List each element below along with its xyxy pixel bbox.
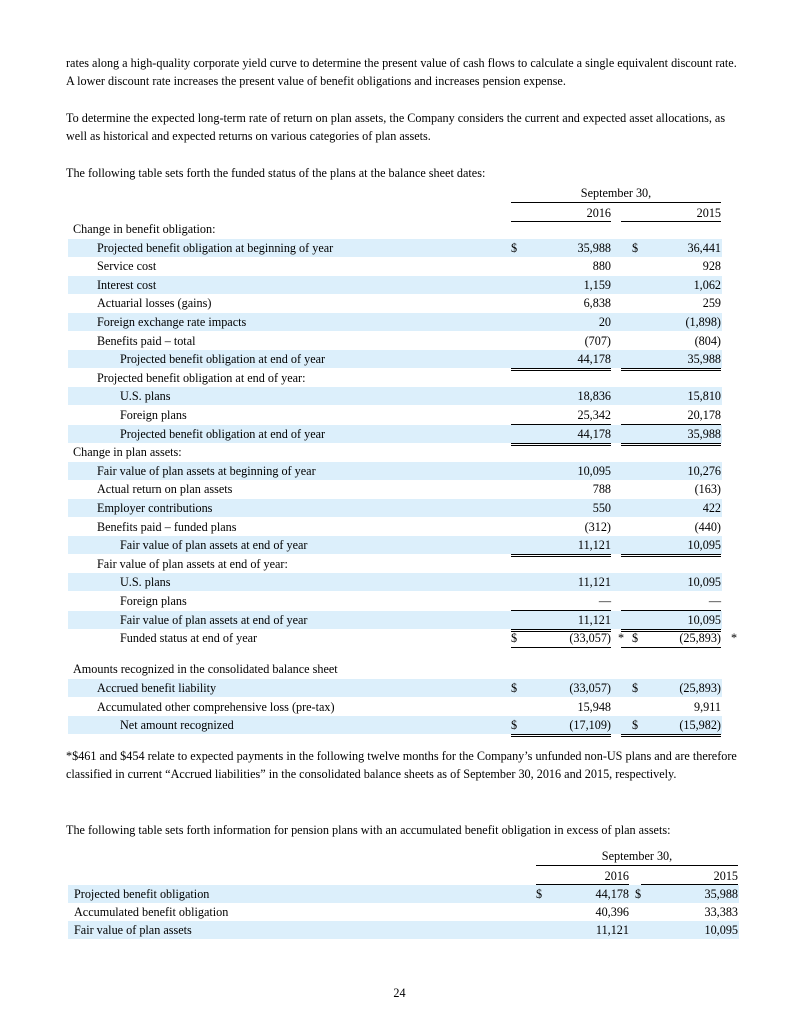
footnote-marker: * — [618, 631, 625, 645]
table-row — [68, 257, 722, 275]
value-2016: 20 — [598, 315, 611, 329]
value-2015: 36,441 — [687, 241, 721, 255]
value-2015: (25,893) — [679, 681, 721, 695]
value-2016: 44,178 — [511, 350, 611, 371]
value-2016: 15,948 — [511, 698, 611, 717]
value-2016: 11,121 — [511, 536, 611, 557]
table-intro-paragraph: The following table sets forth the funded status of the plans at the balance sheet dates: — [66, 166, 486, 180]
row-label: Foreign plans — [120, 408, 187, 422]
value-2015: 15,810 — [687, 389, 721, 403]
value-2015: 35,988 — [621, 425, 721, 446]
value-2016: 1,159 — [583, 278, 611, 292]
value-2016: — — [511, 592, 611, 611]
value-2015: 33,383 — [704, 905, 738, 919]
value-2016: (312) — [511, 518, 611, 537]
value-2015: 259 — [702, 296, 721, 310]
value-2016: 11,121 — [577, 575, 611, 589]
table-row — [68, 387, 722, 405]
table-row — [68, 660, 722, 678]
row-label: Projected benefit obligation at end of year — [120, 427, 326, 441]
table-row — [68, 499, 722, 517]
dollar-sign: $ — [632, 718, 639, 732]
footnote-paragraph: *$461 and $454 relate to expected payments in the following twelve months for the Company’s unfunded non-US plans and are therefore classified in current “Accrued liabilities” in the consolidated balance sheets as of September 30, 2016 and 2015, respectively. — [66, 749, 737, 781]
value-2016: 10,095 — [577, 464, 611, 478]
row-label: Fair value of plan assets at beginning of year — [97, 464, 316, 478]
value-2015: (25,893) — [621, 629, 721, 648]
column-header-2015: 2015 — [696, 206, 721, 220]
abo-column-header-2015: 2015 — [713, 869, 738, 883]
value-2016: (33,057) — [511, 629, 611, 648]
table-row — [68, 276, 722, 294]
table-row — [68, 573, 722, 591]
table-row — [68, 592, 722, 610]
value-2015: (804) — [621, 332, 721, 351]
intro-paragraph: rates along a high-quality corporate yield curve to determine the present value of cash flows to calculate a single equivalent discount rate. A lower discount rate increases the present value of benefit obligations and increases pension expense. — [66, 56, 737, 88]
value-2015: 10,095 — [687, 575, 721, 589]
row-label: Actual return on plan assets — [97, 482, 233, 496]
dollar-sign: $ — [635, 887, 642, 901]
value-2016: 35,988 — [577, 241, 611, 255]
value-2015: 10,095 — [704, 923, 738, 937]
table-row — [68, 369, 722, 387]
row-label: Fair value of plan assets at end of year — [120, 613, 308, 627]
value-2015: 10,095 — [621, 611, 721, 632]
abo-header-rule — [536, 865, 738, 866]
dollar-sign: $ — [511, 718, 518, 732]
abo-period-header: September 30, — [601, 849, 673, 863]
row-label: Change in benefit obligation: — [73, 222, 216, 236]
row-label: Projected benefit obligation at end of year: — [97, 371, 306, 385]
table-row — [68, 425, 722, 443]
value-2016: 44,178 — [595, 887, 629, 901]
column-header-2016: 2016 — [586, 206, 611, 220]
dollar-sign: $ — [511, 681, 518, 695]
row-label: Projected benefit obligation at end of year — [120, 352, 326, 366]
row-label: Change in plan assets: — [73, 445, 182, 459]
value-2015: 10,095 — [621, 536, 721, 557]
value-2015: 35,988 — [704, 887, 738, 901]
row-label: Funded status at end of year — [120, 631, 258, 645]
footnote-marker: * — [731, 631, 738, 645]
table-row — [68, 313, 722, 331]
value-2015: 20,178 — [621, 406, 721, 425]
dollar-sign: $ — [632, 631, 639, 645]
table-row — [68, 536, 722, 554]
table-row — [68, 294, 722, 312]
row-label: Accrued benefit liability — [97, 681, 217, 695]
table-row — [68, 555, 722, 573]
value-2015: (1,898) — [685, 315, 721, 329]
table-row — [68, 350, 722, 368]
value-2016: 44,178 — [511, 425, 611, 446]
value-2016: 40,396 — [595, 905, 629, 919]
table-row — [68, 716, 722, 734]
dollar-sign: $ — [632, 241, 639, 255]
table-row — [68, 629, 738, 647]
value-2015: (163) — [694, 482, 721, 496]
value-2016: 11,121 — [595, 923, 629, 937]
row-label: Accumulated benefit obligation — [74, 905, 229, 919]
row-label: Amounts recognized in the consolidated balance sheet — [73, 662, 338, 676]
row-label: U.S. plans — [120, 575, 171, 589]
row-label: Projected benefit obligation — [74, 887, 210, 901]
value-2016: 11,121 — [511, 611, 611, 632]
row-label: Projected benefit obligation at beginning of year — [97, 241, 334, 255]
value-2015: 10,276 — [687, 464, 721, 478]
table-row — [68, 239, 722, 257]
value-2016: 18,836 — [577, 389, 611, 403]
row-label: Fair value of plan assets at end of year: — [97, 557, 288, 571]
dollar-sign: $ — [536, 887, 543, 901]
row-label: Foreign exchange rate impacts — [97, 315, 247, 329]
value-2015: 928 — [702, 259, 721, 273]
value-2016: (33,057) — [569, 681, 611, 695]
period-header: September 30, — [580, 186, 652, 200]
value-2016: 25,342 — [511, 406, 611, 425]
table-row — [68, 679, 722, 697]
table-row — [68, 611, 722, 629]
page-number: 24 — [393, 986, 406, 1000]
value-2015: — — [621, 592, 721, 611]
value-2016: 880 — [592, 259, 611, 273]
table-row — [68, 518, 722, 536]
table-row — [68, 903, 739, 921]
value-2016: (17,109) — [511, 716, 611, 737]
value-2015: (15,982) — [621, 716, 721, 737]
dollar-sign: $ — [511, 241, 518, 255]
table2-intro-paragraph: The following table sets forth information for pension plans with an accumulated benefit obligation in excess of plan assets: — [66, 823, 671, 837]
row-label: Foreign plans — [120, 594, 187, 608]
row-label: Net amount recognized — [120, 718, 234, 732]
table-row — [68, 885, 739, 903]
value-2015: 9,911 — [621, 698, 721, 717]
dollar-sign: $ — [511, 631, 518, 645]
table-row — [68, 332, 722, 350]
row-label: U.S. plans — [120, 389, 171, 403]
value-2016: 6,838 — [583, 296, 611, 310]
row-label: Fair value of plan assets — [74, 923, 192, 937]
row-label: Actuarial losses (gains) — [97, 296, 212, 310]
row-label: Benefits paid – total — [97, 334, 196, 348]
value-2015: 422 — [702, 501, 721, 515]
value-2015: 1,062 — [693, 278, 721, 292]
table-row — [68, 921, 739, 939]
header-rule — [511, 202, 721, 203]
abo-column-header-2016: 2016 — [604, 869, 629, 883]
value-2016: 550 — [592, 501, 611, 515]
row-label: Service cost — [97, 259, 157, 273]
value-2015: 35,988 — [621, 350, 721, 371]
value-2016: 788 — [592, 482, 611, 496]
table-row — [68, 443, 722, 461]
row-label: Interest cost — [97, 278, 157, 292]
row-label: Fair value of plan assets at end of year — [120, 538, 308, 552]
table-row — [68, 462, 722, 480]
value-2015: (440) — [621, 518, 721, 537]
table-row — [68, 698, 722, 716]
table-row — [68, 406, 722, 424]
table-row — [68, 480, 722, 498]
table-row — [68, 220, 722, 238]
value-2016: (707) — [511, 332, 611, 351]
return-rate-paragraph: To determine the expected long-term rate of return on plan assets, the Company considers the current and expected asset allocations, as well as historical and expected returns on various categories of plan assets. — [66, 111, 726, 143]
row-label: Accumulated other comprehensive loss (pre-tax) — [97, 700, 335, 714]
row-label: Employer contributions — [97, 501, 213, 515]
row-label: Benefits paid – funded plans — [97, 520, 237, 534]
dollar-sign: $ — [632, 681, 639, 695]
